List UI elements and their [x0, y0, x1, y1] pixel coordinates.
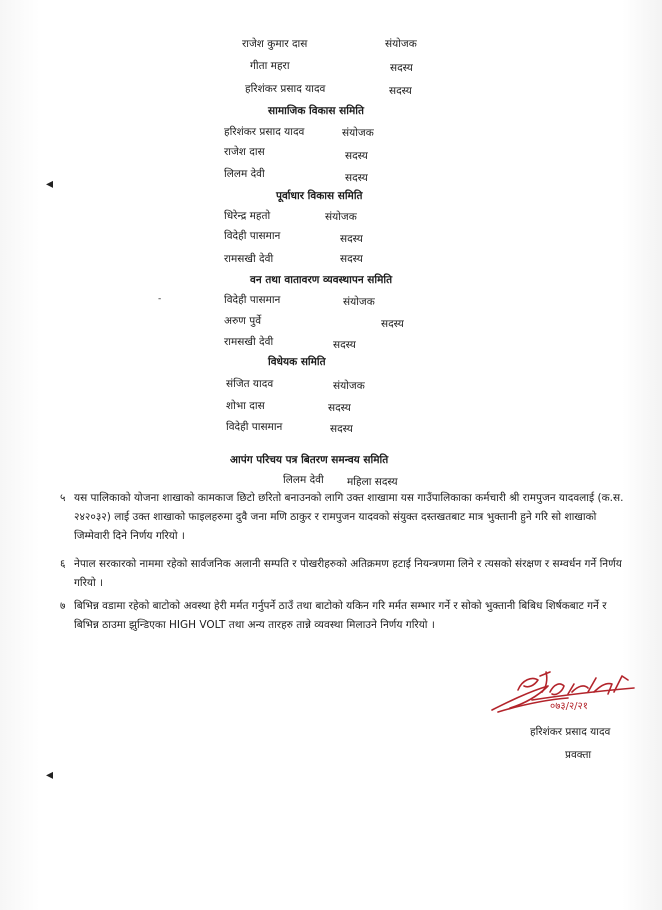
- decision-number: ६: [60, 558, 66, 570]
- member-role: सदस्य: [333, 339, 356, 351]
- member-role: सदस्य: [340, 253, 363, 265]
- committee-title: विधेयक समिति: [268, 356, 326, 368]
- member-name: राजेश दास: [224, 146, 265, 158]
- member-role: संयोजक: [343, 296, 375, 308]
- member-name: विदेही पासमान: [224, 294, 281, 306]
- decision-text: यस पालिकाको योजना शाखाको कामकाज छिटो छरितो बनाउनको लागि उक्त शाखामा यस गाउँपालिकाका कर्मचारी श्री रामपुजन यादवलाई (क.स. २४२०३२) लाई उक्त शाखाको फाइलहरुमा दुवै जना मणि ठाकुर र रामपुजन यादवको संयुक्त दस्तखतबाट मात्र भुक्तानी हुने गरि सो शाखाको जिम्मेवारी दिने निर्णय गरियो ।: [74, 492, 624, 542]
- decision-item: [60, 555, 632, 593]
- member-name: लिलम देवी: [224, 168, 265, 180]
- committee-title: पूर्वाधार विकास समिति: [276, 190, 363, 202]
- member-role: संयोजक: [325, 211, 357, 223]
- decision-number: ७: [60, 600, 66, 612]
- member-role: सदस्य: [330, 423, 353, 435]
- committee-title: वन तथा वातावरण व्यवस्थापन समिति: [250, 274, 393, 286]
- member-role: सदस्य: [345, 150, 368, 162]
- decision-text: नेपाल सरकारको नाममा रहेको सार्वजनिक अलानी सम्पति र पोखरीहरुको अतिक्रमण हटाई नियन्त्रणमा लिने र त्यसको संरक्षण र सम्वर्धन गर्ने निर्णय गरियो ।: [74, 558, 622, 589]
- signatory-title: प्रवक्ता: [565, 749, 592, 761]
- member-name: हरिशंकर प्रसाद यादव: [245, 83, 326, 95]
- decision-item: [60, 489, 632, 546]
- member-name: विदेही पासमान: [226, 421, 283, 433]
- member-role: संयोजक: [385, 38, 417, 50]
- member-role: महिला सदस्य: [347, 476, 398, 488]
- signature-date: ०७३/२/२१: [550, 701, 588, 712]
- member-name: विदेही पासमान: [224, 230, 281, 242]
- member-name: रामसखी देवी: [224, 253, 274, 265]
- member-name: शोभा दास: [226, 400, 265, 412]
- member-name: संजित यादव: [226, 378, 274, 390]
- member-role: सदस्य: [381, 318, 404, 330]
- member-name: रामसखी देवी: [224, 336, 274, 348]
- member-name: गीता महरा: [250, 60, 290, 72]
- member-name: अरुण पुर्वे: [224, 315, 262, 327]
- committee-title: आपंग परिचय पत्र बितरण समन्वय समिति: [230, 454, 389, 466]
- member-role: सदस्य: [345, 172, 368, 184]
- member-name: राजेश कुमार दास: [242, 38, 308, 50]
- member-role: संयोजक: [342, 127, 374, 139]
- member-role: सदस्य: [340, 233, 363, 245]
- handwritten-signature: [488, 662, 638, 717]
- decision-number: ५: [60, 492, 66, 504]
- member-role: सदस्य: [389, 85, 412, 97]
- member-role: संयोजक: [333, 380, 365, 392]
- member-role: सदस्य: [390, 62, 413, 74]
- punch-mark: ◂: [46, 176, 54, 192]
- signatory-name: हरिशंकर प्रसाद यादव: [530, 726, 611, 738]
- member-role: सदस्य: [328, 402, 351, 414]
- decision-text: बिभिन्न वडामा रहेको बाटोको अवस्था हेरी मर्मत गर्नुपर्ने ठाउँ तथा बाटोको यकिन गरि मर्मत सम्भार गर्ने र सोको भुक्तानी बिबिध शिर्षकबाट गर्ने र बिभिन्न ठाउमा झुन्डिएका HIGH VOLT तथा अन्य तारहरु तान्ने व्यवस्था मिलाउने निर्णय गरियो ।: [74, 600, 607, 631]
- stray-mark: -: [158, 294, 162, 304]
- punch-mark: ◂: [46, 767, 54, 783]
- member-name: धिरेन्द्र महतो: [224, 210, 271, 222]
- committee-title: सामाजिक विकास समिति: [268, 105, 364, 117]
- decision-item: [60, 597, 632, 635]
- member-name: लिलम देवी: [283, 474, 324, 486]
- member-name: हरिशंकर प्रसाद यादव: [224, 126, 305, 138]
